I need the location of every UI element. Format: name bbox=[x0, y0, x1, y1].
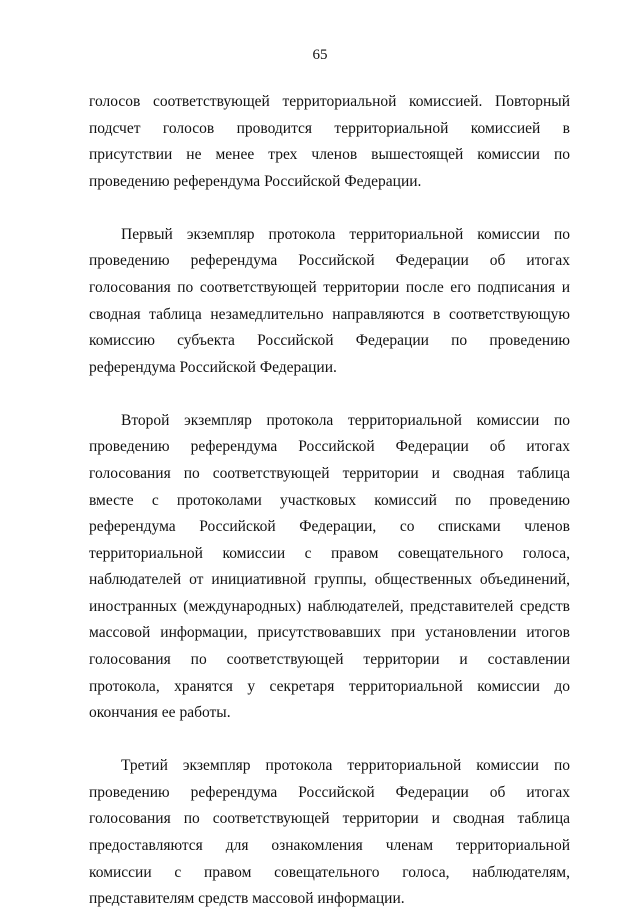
text-line: окончания ее работы. bbox=[89, 704, 231, 722]
text-line: вместе с протоколами участковых комиссий по проведению bbox=[89, 491, 570, 509]
text-line: проведению референдума Российской Федерации об итогах bbox=[89, 252, 570, 270]
text-line: проведению референдума Российской Федерации. bbox=[89, 172, 422, 190]
text-line: голосов соответствующей территориальной комиссией. Повторный bbox=[89, 93, 570, 110]
text-line: Второй экземпляр протокола территориальной комиссии по bbox=[121, 411, 570, 429]
text-line: проведению референдума Российской Федерации об итогах bbox=[89, 438, 570, 456]
text-line: Третий экземпляр протокола территориальной комиссии по bbox=[121, 757, 570, 775]
text-line: референдума Российской Федерации, со списками членов bbox=[89, 518, 570, 536]
text-line: проведению референдума Российской Федерации об итогах bbox=[89, 783, 570, 801]
paragraph-1 bbox=[89, 89, 570, 195]
text-line: Первый экземпляр протокола территориальной комиссии по bbox=[121, 225, 570, 243]
text-line: голосования по соответствующей территории и сводная таблица bbox=[89, 810, 570, 828]
text-line: протокола, хранятся у секретаря территориальной комиссии до bbox=[89, 677, 570, 695]
text-line: голосования по соответствующей территории и составлении bbox=[89, 651, 570, 669]
text-line: голосования по соответствующей территории после его подписания и bbox=[89, 278, 570, 296]
paragraph-4 bbox=[89, 753, 570, 913]
text-line: территориальной комиссии с правом совещательного голоса, bbox=[89, 544, 570, 562]
text-line: подсчет голосов проводится территориальной комиссией в bbox=[89, 119, 570, 137]
text-line: комиссии с правом совещательного голоса, наблюдателям, bbox=[89, 863, 570, 881]
paragraph-3 bbox=[89, 408, 570, 727]
text-line: голосования по соответствующей территории и сводная таблица bbox=[89, 464, 570, 482]
text-line: массовой информации, присутствовавших при установлении итогов bbox=[89, 624, 570, 642]
text-line: референдума Российской Федерации. bbox=[89, 358, 337, 376]
text-line: наблюдателей от инициативной группы, общественных объединений, bbox=[89, 571, 570, 589]
text-line: предоставляются для ознакомления членам территориальной bbox=[89, 837, 570, 855]
text-line: присутствии не менее трех членов вышестоящей комиссии по bbox=[89, 146, 570, 164]
paragraph-2 bbox=[89, 222, 570, 382]
text-line: иностранных (международных) наблюдателей, представителей средств bbox=[89, 597, 570, 615]
document-body bbox=[89, 89, 570, 913]
text-line: комиссию субъекта Российской Федерации по проведению bbox=[89, 332, 570, 350]
text-line: сводная таблица незамедлительно направляются в соответствующую bbox=[89, 305, 570, 323]
page-number: 65 bbox=[312, 47, 328, 63]
text-line: представителям средств массовой информации. bbox=[89, 890, 405, 908]
